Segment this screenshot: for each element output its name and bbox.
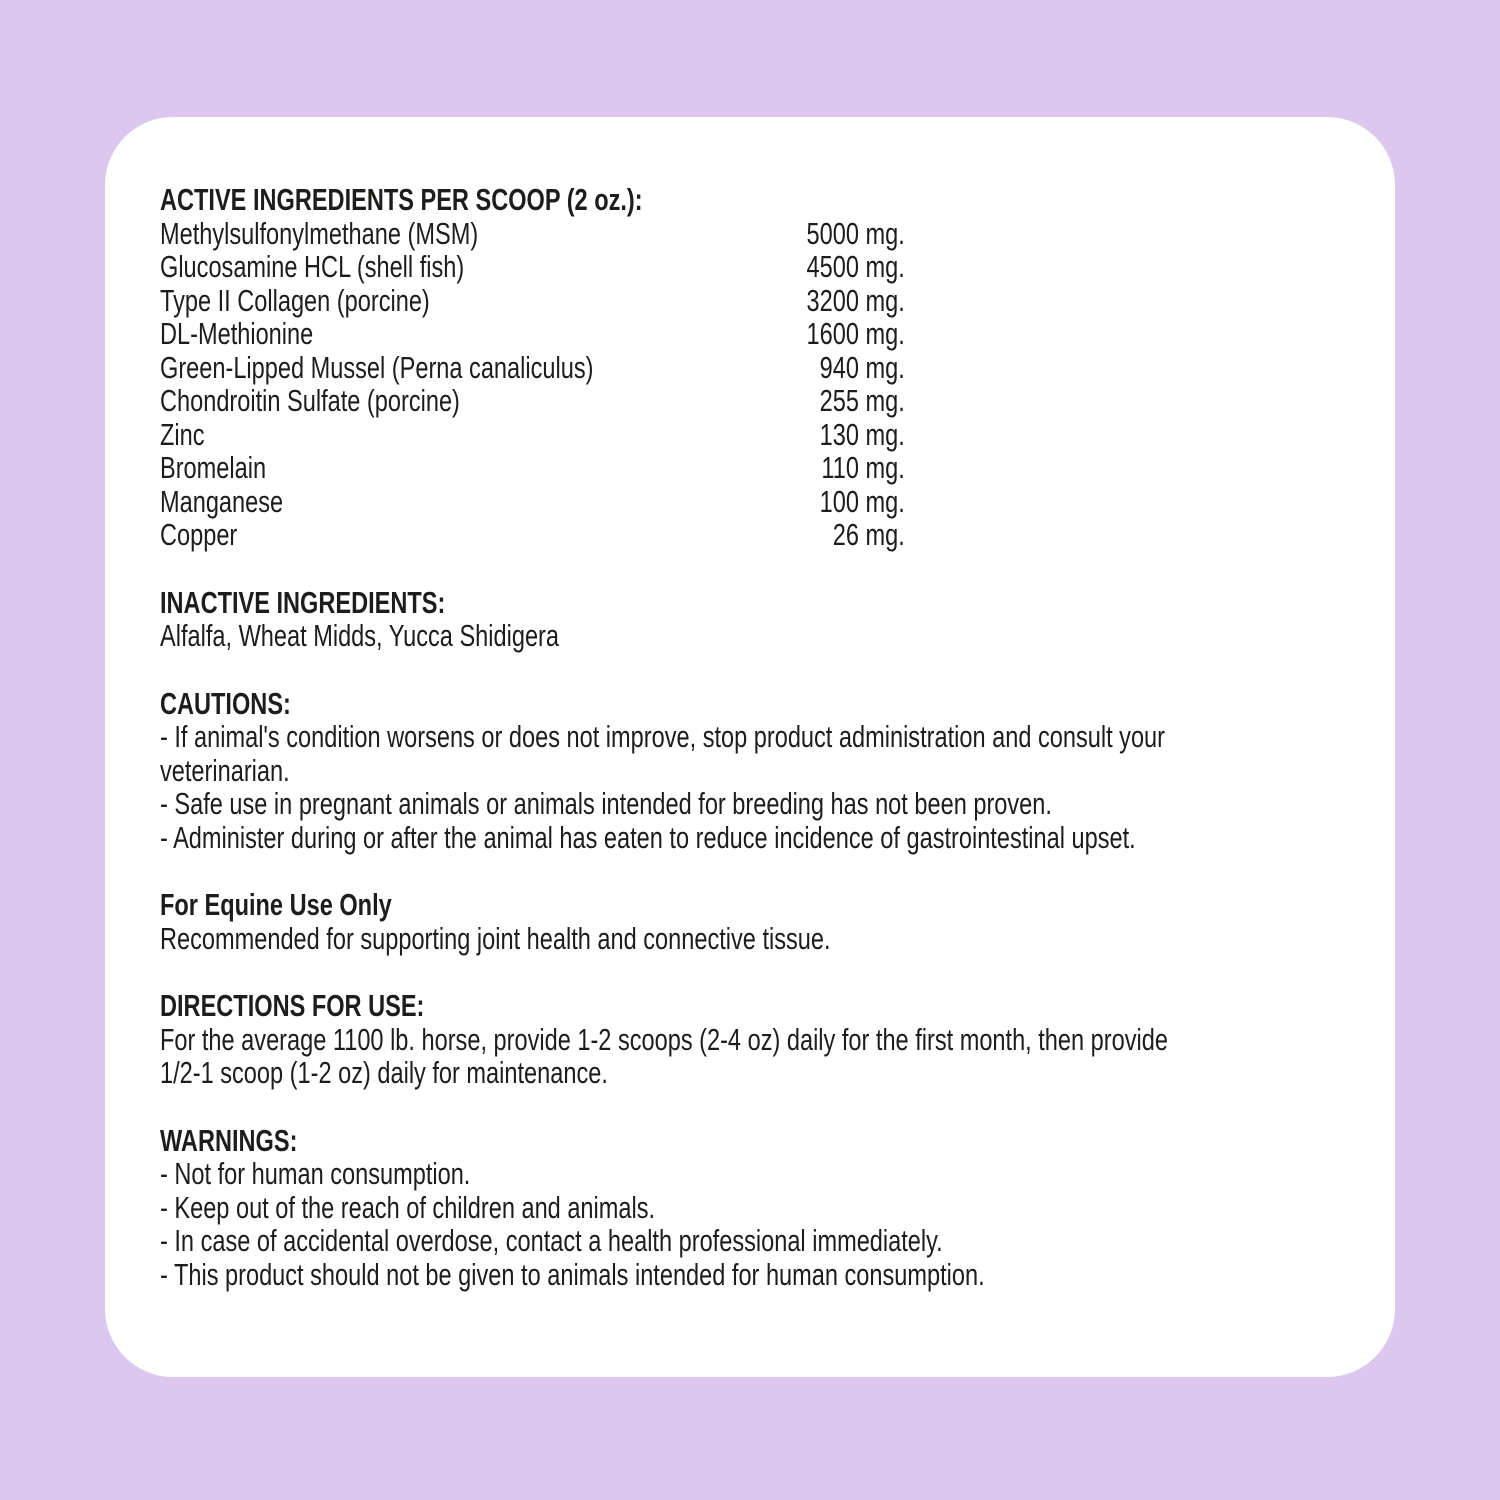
ingredient-amount: 26 mg. <box>832 517 905 552</box>
inactive-ingredients-heading: INACTIVE INGREDIENTS: <box>160 584 446 620</box>
warnings-section <box>160 1124 1346 1292</box>
ingredient-amount: 1600 mg. <box>806 316 905 351</box>
ingredient-amount: 5000 mg. <box>806 215 905 251</box>
inactive-ingredients-section <box>160 586 1346 653</box>
cautions-section <box>160 687 1346 855</box>
ingredient-name: Glucosamine HCL (shell fish) <box>160 249 465 284</box>
ingredient-row <box>160 250 905 284</box>
equine-use-section <box>160 888 1346 955</box>
caution-line: - Safe use in pregnant animals or animals intended for breeding has not been proven. <box>160 786 1052 821</box>
ingredient-amount: 110 mg. <box>821 450 905 485</box>
label-content <box>160 183 1346 1291</box>
ingredient-name: Methylsulfonylmethane (MSM) <box>160 215 479 251</box>
caution-line: - Administer during or after the animal has eaten to reduce incidence of gastrointestinal upset. <box>160 819 1136 855</box>
equine-use-heading: For Equine Use Only <box>160 887 392 922</box>
equine-use-text: Recommended for supporting joint health and connective tissue. <box>160 920 831 956</box>
warning-line: - In case of accidental overdose, contact a health professional immediately. <box>160 1223 943 1258</box>
ingredient-amount: 100 mg. <box>819 483 905 519</box>
ingredient-row <box>160 451 905 485</box>
directions-line: 1/2-1 scoop (1-2 oz) daily for maintenance. <box>160 1055 608 1090</box>
ingredient-name: Green-Lipped Mussel (Perna canaliculus) <box>160 349 594 385</box>
ingredient-row <box>160 418 905 452</box>
ingredient-row <box>160 217 905 251</box>
active-ingredients-section <box>160 183 1346 552</box>
ingredient-row <box>160 518 905 552</box>
ingredient-row <box>160 485 905 519</box>
inactive-ingredients-list: Alfalfa, Wheat Midds, Yucca Shidigera <box>160 618 559 653</box>
ingredient-name: Copper <box>160 517 238 552</box>
warning-line: - This product should not be given to animals intended for human consumption. <box>160 1256 985 1292</box>
ingredient-row <box>160 284 905 318</box>
warnings-heading: WARNINGS: <box>160 1122 298 1158</box>
ingredient-name: Type II Collagen (porcine) <box>160 282 430 318</box>
ingredient-name: Zinc <box>160 416 205 452</box>
ingredient-amount: 4500 mg. <box>806 249 905 284</box>
caution-line: veterinarian. <box>160 752 290 788</box>
directions-heading: DIRECTIONS FOR USE: <box>160 988 425 1023</box>
ingredient-amount: 255 mg. <box>819 383 905 418</box>
directions-section <box>160 989 1346 1090</box>
active-ingredients-heading: ACTIVE INGREDIENTS PER SCOOP (2 oz.): <box>160 182 643 217</box>
ingredient-name: Manganese <box>160 483 284 519</box>
warning-line: - Keep out of the reach of children and animals. <box>160 1189 656 1225</box>
ingredient-name: DL-Methionine <box>160 316 314 351</box>
ingredient-row <box>160 351 905 385</box>
ingredient-amount: 940 mg. <box>819 349 905 385</box>
ingredient-amount: 130 mg. <box>819 416 905 452</box>
ingredient-name: Chondroitin Sulfate (porcine) <box>160 383 460 418</box>
ingredient-row <box>160 384 905 418</box>
warning-line: - Not for human consumption. <box>160 1156 471 1191</box>
ingredient-row <box>160 317 905 351</box>
caution-line: - If animal's condition worsens or does not improve, stop product administration and consult your <box>160 719 1165 754</box>
directions-line: For the average 1100 lb. horse, provide 1-2 scoops (2-4 oz) daily for the first month, then provide <box>160 1021 1168 1057</box>
cautions-heading: CAUTIONS: <box>160 685 291 721</box>
ingredient-amount: 3200 mg. <box>806 282 905 318</box>
label-card <box>105 117 1395 1377</box>
ingredient-name: Bromelain <box>160 450 267 485</box>
